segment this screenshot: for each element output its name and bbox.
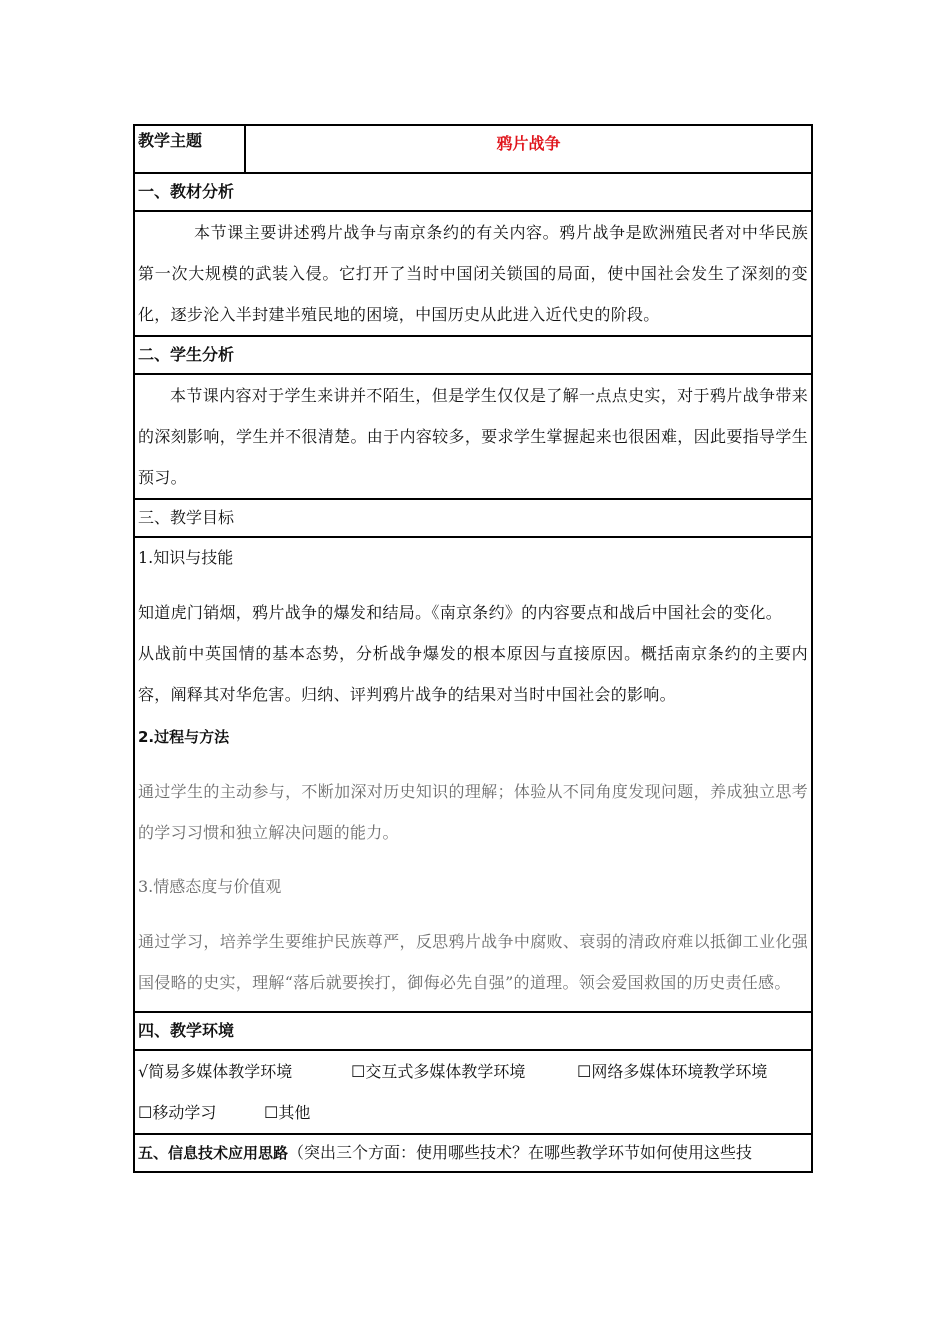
env-option-network-multimedia[interactable]: ☐网络多媒体环境教学环境: [577, 1062, 768, 1081]
section5-cell: [134, 1134, 812, 1172]
section3-heading: 三、教学目标: [134, 499, 812, 537]
section-heading-row: [134, 173, 812, 211]
goal3-title: 3.情感态度与价值观: [138, 877, 282, 896]
section5-heading: 五、信息技术应用思路: [138, 1144, 289, 1162]
section1-heading: 一、教材分析: [134, 173, 812, 211]
env-options-line-1: [138, 1051, 808, 1092]
page-title: 鸦片战争: [245, 125, 812, 173]
goal1-paragraph-2: 从战前中英国情的基本态势，分析战争爆发的根本原因与直接原因。概括南京条约的主要内容，阐释其对华危害。归纳、评判鸦片战争的结果对当时中国社会的影响。: [138, 644, 808, 704]
section1-body-row: [134, 211, 812, 336]
section2-cell: [134, 374, 812, 499]
env-option-simple-multimedia[interactable]: √简易多媒体教学环境: [138, 1062, 293, 1081]
env-option-other[interactable]: ☐其他: [264, 1103, 311, 1122]
env-options-line-2: [138, 1092, 808, 1133]
section3-body-row: [134, 537, 812, 1012]
section5-heading-row: [134, 1134, 812, 1172]
section3-cell: [134, 537, 812, 1012]
goal1-paragraph-1: 知道虎门销烟，鸦片战争的爆发和结局。《南京条约》的内容要点和战后中国社会的变化。: [138, 603, 783, 622]
section-heading-row: [134, 499, 812, 537]
section1-cell: [134, 211, 812, 336]
section4-body-row: [134, 1050, 812, 1134]
section1-body: 本节课主要讲述鸦片战争与南京条约的有关内容。鸦片战争是欧洲殖民者对中华民族第一次大规模的武装入侵。它打开了当时中国闭关锁国的局面，使中国社会发生了深刻的变化，逐步沦入半封建半殖民地的困境，中国历史从此进入近代史的阶段。: [138, 223, 808, 324]
section-heading-row: [134, 1012, 812, 1050]
section2-body-row: [134, 374, 812, 499]
lesson-plan-table: [133, 124, 813, 1173]
goal1-title: 1.知识与技能: [138, 548, 234, 567]
env-option-interactive-multimedia[interactable]: ☐交互式多媒体教学环境: [351, 1062, 526, 1081]
section2-heading: 二、学生分析: [134, 336, 812, 374]
section-heading-row: [134, 336, 812, 374]
section4-cell: [134, 1050, 812, 1134]
env-option-mobile-learning[interactable]: ☐移动学习: [138, 1103, 217, 1122]
section5-note: （突出三个方面：使用哪些技术？在哪些教学环节如何使用这些技: [288, 1143, 753, 1162]
goal2-title: 2.过程与方法: [138, 728, 230, 746]
title-row: [134, 125, 812, 173]
goal3-body: 通过学习，培养学生要维护民族尊严，反思鸦片战争中腐败、衰弱的清政府难以抵御工业化强国侵略的史实，理解“落后就要挨打，御侮必先自强”的道理。领会爱国救国的历史责任感。: [138, 932, 808, 992]
section4-heading: 四、教学环境: [134, 1012, 812, 1050]
topic-label: 教学主题: [134, 125, 245, 173]
goal2-body: 通过学生的主动参与，不断加深对历史知识的理解；体验从不同角度发现问题，养成独立思考的学习习惯和独立解决问题的能力。: [138, 782, 808, 842]
section2-body: 本节课内容对于学生来讲并不陌生，但是学生仅仅是了解一点点史实，对于鸦片战争带来的深刻影响，学生并不很清楚。由于内容较多，要求学生掌握起来也很困难，因此要指导学生预习。: [138, 386, 808, 487]
